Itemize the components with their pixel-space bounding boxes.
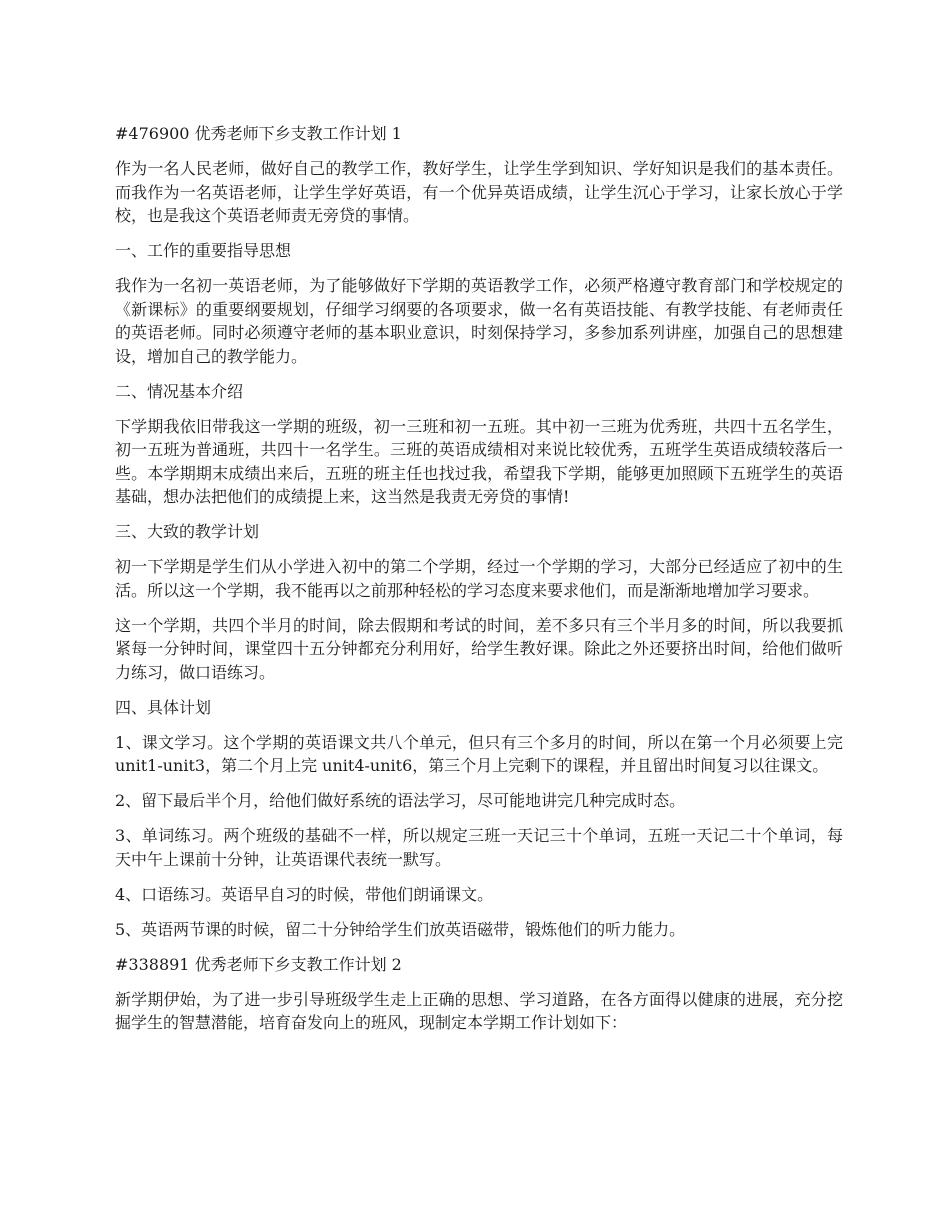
plan-item-4: 4、口语练习。英语早自习的时候，带他们朗诵课文。: [115, 884, 494, 904]
plan-item-2: 2、留下最后半个月，给他们做好系统的语法学习，尽可能地讲完几种完成时态。: [115, 791, 686, 810]
document-title-2: #338891 优秀老师下乡支教工作计划 2: [115, 954, 402, 974]
section-heading-situation: 二、情况基本介绍: [115, 381, 244, 401]
situation-paragraph: 下学期我依旧带我这一学期的班级，初一三班和初一五班。其中初一三班为优秀班，共四十五名学生，初一五班为普通班，共四十一名学生。三班的英语成绩相对来说比较优秀，五班学生英语成绩较落后一些。本学期期末成绩出来后，五班的班主任也找过我，希望我下学期，能够更加照顾下五班学生的英语基础，想办法把他们的成绩提上来，这当然是我责无旁贷的事情!: [115, 416, 843, 506]
document-page: [115, 122, 843, 1046]
intro-paragraph: 作为一名人民老师，做好自己的教学工作，教好学生，让学生学到知识、学好知识是我们的基本责任。而我作为一名英语老师，让学生学好英语，有一个优异英语成绩，让学生沉心于学习，让家长放心于学校，也是我这个英语老师责无旁贷的事情。: [115, 159, 843, 225]
section-heading-teaching-plan: 三、大致的教学计划: [115, 522, 260, 541]
section-heading-specific-plan: 四、具体计划: [115, 697, 212, 717]
document-title-1: #476900 优秀老师下乡支教工作计划 1: [115, 124, 402, 143]
plan-item-3: 3、单词练习。两个班级的基础不一样，所以规定三班一天记三十个单词，五班一天记二十个单词，每天中午上课前十分钟，让英语课代表统一默写。: [115, 826, 843, 869]
second-plan-intro-paragraph: 新学期伊始，为了进一步引导班级学生走上正确的思想、学习道路，在各方面得以健康的进展，充分挖掘学生的智慧潜能，培育奋发向上的班风，现制定本学期工作计划如下：: [115, 989, 843, 1032]
plan-item-5: 5、英语两节课的时候，留二十分钟给学生们放英语磁带，锻炼他们的听力能力。: [115, 919, 686, 939]
section-heading-guiding-thought: 一、工作的重要指导思想: [115, 241, 292, 260]
plan-item-1: 1、课文学习。这个学期的英语课文共八个单元，但只有三个多月的时间，所以在第一个月必须要上完 unit1-unit3，第二个月上完 unit4-unit6，第三个月上完剩下的课程，并且留出时间复习以往课文。: [115, 732, 843, 775]
guiding-thought-paragraph: 我作为一名初一英语老师，为了能够做好下学期的英语教学工作，必须严格遵守教育部门和学校规定的《新课标》的重要纲要规划，仔细学习纲要的各项要求，做一名有英语技能、有教学技能、有老师责任的英语老师。同时必须遵守老师的基本职业意识，时刻保持学习，多参加系列讲座，加强自己的思想建设，增加自己的教学能力。: [115, 276, 843, 366]
teaching-plan-paragraph-2: 这一个学期，共四个半月的时间，除去假期和考试的时间，差不多只有三个半月多的时间，所以我要抓紧每一分钟时间，课堂四十五分钟都充分利用好，给学生教好课。除此之外还要挤出时间，给他们做听力练习，做口语练习。: [115, 615, 843, 682]
teaching-plan-paragraph-1: 初一下学期是学生们从小学进入初中的第二个学期，经过一个学期的学习，大部分已经适应了初中的生活。所以这一个学期，我不能再以之前那种轻松的学习态度来要求他们，而是渐渐地增加学习要求。: [115, 557, 843, 600]
